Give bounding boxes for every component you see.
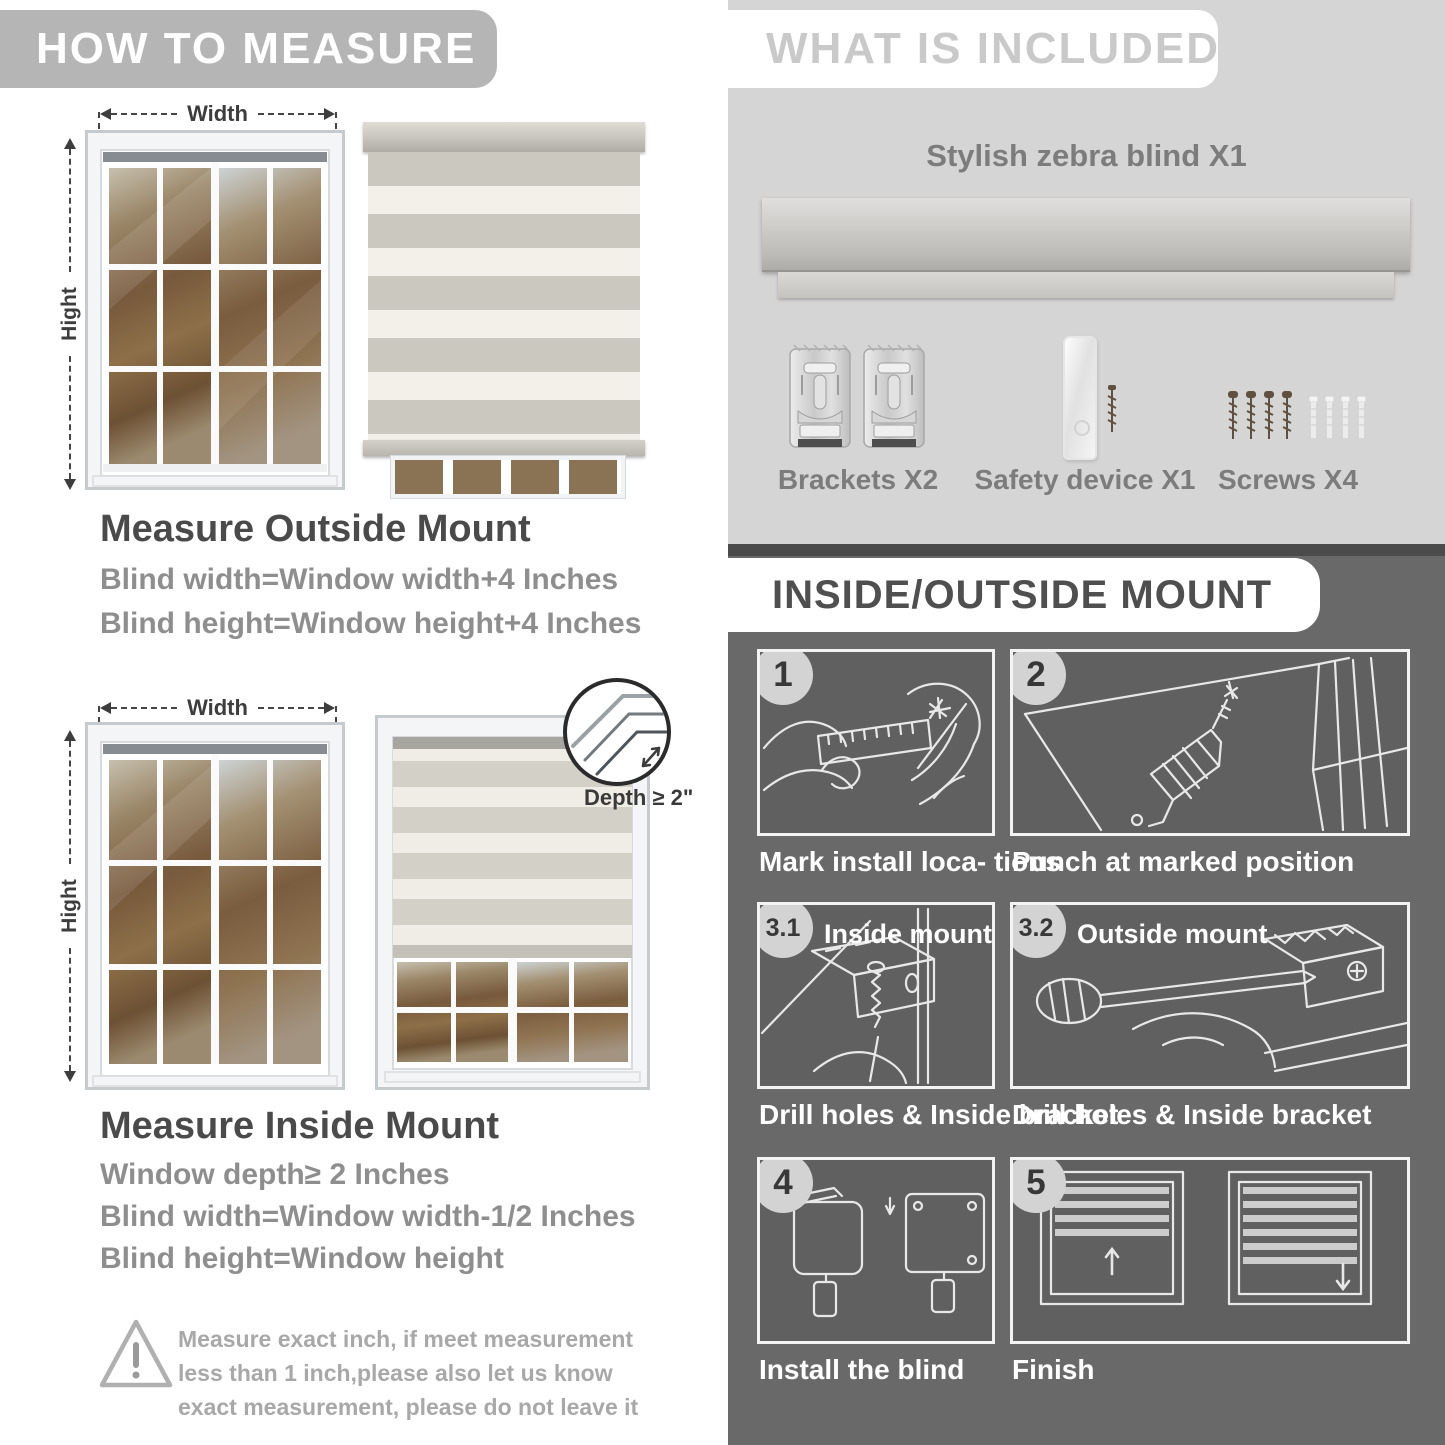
bracket-graphic-2 [862,343,926,457]
brackets-caption: Brackets X2 [777,464,939,495]
step-number-badge: 4 [757,1157,813,1213]
step-caption-5: Finish [1012,1354,1095,1385]
mount-guide-section [728,556,1445,1445]
inside-mount-title: Measure Inside Mount [100,1105,500,1147]
safety-device-graphic [1063,336,1097,460]
step-panel-3-1 [757,902,995,1089]
step-number-badge: 2 [1010,649,1066,705]
window-photo-outside-mount [85,130,345,490]
safety-device-caption: Safety device X1 [974,464,1196,495]
height-label: Hight [58,879,81,933]
step-panel-5 [1010,1157,1410,1344]
step-caption-2: Punch at marked position [1012,846,1355,877]
depth-requirement-label: Depth ≥ 2" [584,785,694,810]
arrow-right-icon [324,108,335,120]
step-caption-3-1: Drill holes & Inside bracket [759,1099,1119,1130]
zebra-stripes [368,152,640,440]
exclamation-triangle-icon [95,1315,177,1395]
zebra-blind-outside-illustration [363,122,645,490]
zebra-blind-cassette-graphic [762,198,1410,272]
arrow-right-icon [324,702,335,714]
width-label: Width [187,695,248,720]
product-label: Stylish zebra blind X1 [926,138,1247,173]
step-panel-4 [757,1157,995,1344]
frame-corner-detail [567,682,667,782]
depth-detail-circle [563,678,671,786]
inside-mount-line1: Window depth≥ 2 Inches [100,1158,450,1191]
arrow-left-icon [100,108,111,120]
arrow-left-icon [100,702,111,714]
outside-mount-label: Outside mount [1077,919,1268,949]
arrow-down-icon [64,1071,76,1082]
inside-mount-line3: Blind height=Window height [100,1242,504,1275]
mount-guide-header: INSIDE/OUTSIDE MOUNT [728,558,1320,632]
outside-mount-line2: Blind height=Window height+4 Inches [100,607,642,640]
arrow-up-icon [64,138,76,149]
measure-warning-text: Measure exact inch, if meet measurement less than 1 inch,please also let us know exact measurement, please do not leave it [178,1326,639,1420]
finish-drawing [1013,1160,1407,1341]
window-behind-blind [391,456,625,498]
step-caption-4: Install the blind [759,1354,965,1385]
step-caption-1: Mark install loca- tions [759,846,1061,877]
safety-device-screw-graphic [1105,384,1119,436]
step-number-badge: 3.1 [757,902,813,958]
how-to-measure-header: HOW TO MEASURE [0,10,497,88]
inside-mount-label: Inside mount [824,919,992,949]
step-number-badge: 1 [757,649,813,705]
section-divider [728,544,1445,556]
height-measure-arrow-inside [58,730,82,1082]
height-measure-arrow-outside [58,138,82,490]
arrow-up-icon [64,730,76,741]
zebra-blind-cassette-lip [778,272,1394,298]
outside-mount-line1: Blind width=Window width+4 Inches [100,563,619,596]
wall-anchors-graphic [1306,395,1368,443]
inside-mount-line2: Blind width=Window width-1/2 Inches [100,1200,636,1233]
what-is-included-header: WHAT IS INCLUDED [728,10,1218,88]
width-measure-arrow-outside [100,102,335,126]
height-label: Hight [58,287,81,341]
drill-drawing [1013,652,1407,833]
screws-caption: Screws X4 [1217,464,1359,495]
width-measure-arrow-inside [100,696,335,720]
screws-graphic [1224,391,1300,445]
blind-cassette [363,122,645,152]
step-panel-3-2 [1010,902,1410,1089]
bracket-graphic-1 [788,343,852,457]
step-number-badge: 3.2 [1010,902,1066,958]
step-caption-3-2: Drill holes & Inside bracket [1012,1099,1372,1130]
step-panel-1 [757,649,995,836]
arrow-down-icon [64,479,76,490]
width-label: Width [187,101,248,126]
step-number-badge: 5 [1010,1157,1066,1213]
window-photo-inside-mount [85,722,345,1090]
outside-mount-title: Measure Outside Mount [100,508,531,550]
what-is-included-section [728,0,1445,556]
step-panel-2 [1010,649,1410,836]
blind-bottom-rail [363,440,645,456]
